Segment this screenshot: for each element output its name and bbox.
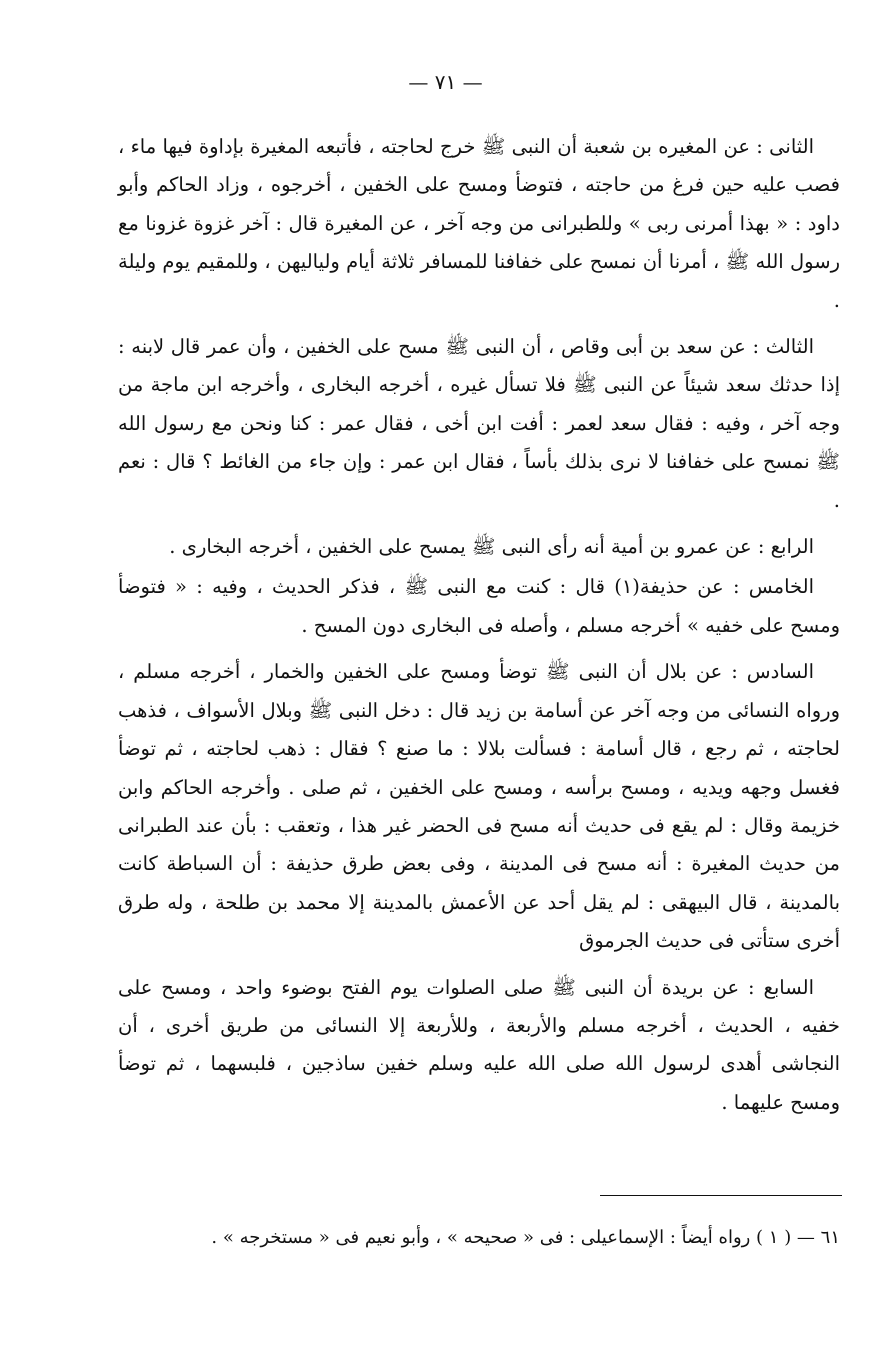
footnote-divider	[600, 1195, 842, 1196]
paragraph-sixth: السادس : عن بلال أن النبى ﷺ توضأ ومسح على الخفين والخمار ، أخرجه مسلم ، ورواه النسائى من وجه آخر عن أسامة بن زيد قال : دخل النبى ﷺ وبلال الأسواف ، فذهب لحاجته ، ثم رجع ، قال أسامة : فسألت بلالا : ما صنع ؟ فقال : ذهب لحاجته ، ثم توضأ فغسل وجهه ويديه ، ومسح برأسه ، ومسح على الخفين ، ثم صلى . وأخرجه الحاكم وابن خزيمة وقال : لم يقع فى حديث أنه مسح فى الحضر غير هذا ، وتعقب : بأن عند الطبرانى من حديث المغيرة : أنه مسح فى المدينة ، وفى بعض طرق حذيفة : أن السباطة كانت بالمدينة ، قال البيهقى : لم يقل أحد عن الأعمش بالمدينة إلا محمد بن طلحة ، وله طرق أخرى ستأتى فى حديث الجرموق	[118, 660, 840, 953]
paragraph-fifth: الخامس : عن حذيفة(١) قال : كنت مع النبى ﷺ ، فذكر الحديث ، وفيه : « فتوضأ ومسح على خفيه » أخرجه مسلم ، وأصله فى البخارى دون المسح .	[118, 575, 840, 637]
paragraph-third: الثالث : عن سعد بن أبى وقاص ، أن النبى ﷺ مسح على الخفين ، وأن عمر قال لابنه : إذا حدثك سعد شيئاً عن النبى ﷺ فلا تسأل غيره ، أخرجه البخارى ، وأخرجه ابن ماجة من وجه آخر ، وفيه : فقال سعد لعمر : أفت ابن أخى ، فقال عمر : كنا ونحن مع رسول الله ﷺ نمسح على خفافنا لا نرى بذلك بأساً ، فقال ابن عمر : وإن جاء من الغائط ؟ قال : نعم .	[118, 335, 840, 512]
footnote: ٦١ — ( ١ ) رواه أيضاً : الإسماعيلى : فى « صحيحه » ، وأبو نعيم فى « مستخرجه » .	[211, 1227, 840, 1248]
main-text	[118, 128, 840, 1122]
page-number: — ٧١ —	[408, 70, 483, 94]
paragraph-second: الثانى : عن المغيره بن شعبة أن النبى ﷺ خرج لحاجته ، فأتبعه المغيرة بإداوة فيها ماء ، فصب عليه حين فرغ من حاجته ، فتوضأ ومسح على الخفين ، أخرجوه ، وزاد الحاكم وأبو داود : « بهذا أمرنى ربى » وللطبرانى من وجه آخر ، عن المغيرة قال : آخر غزوة غزونا مع رسول الله ﷺ ، أمرنا أن نمسح على خفافنا للمسافر ثلاثة أيام ولياليهن ، وللمقيم يوم وليلة .	[118, 135, 840, 312]
paragraph-seventh: السابع : عن بريدة أن النبى ﷺ صلى الصلوات يوم الفتح بوضوء واحد ، ومسح على خفيه ، الحديث ، أخرجه مسلم والأربعة ، وللأربعة إلا النسائى من طريق أخرى ، أن النجاشى أهدى لرسول الله صلى الله عليه وسلم خفين ساذجين ، فلبسهما ، ثم توضأ ومسح عليهما .	[118, 975, 840, 1114]
paragraph-fourth: الرابع : عن عمرو بن أمية أنه رأى النبى ﷺ يمسح على الخفين ، أخرجه البخارى .	[169, 535, 814, 559]
